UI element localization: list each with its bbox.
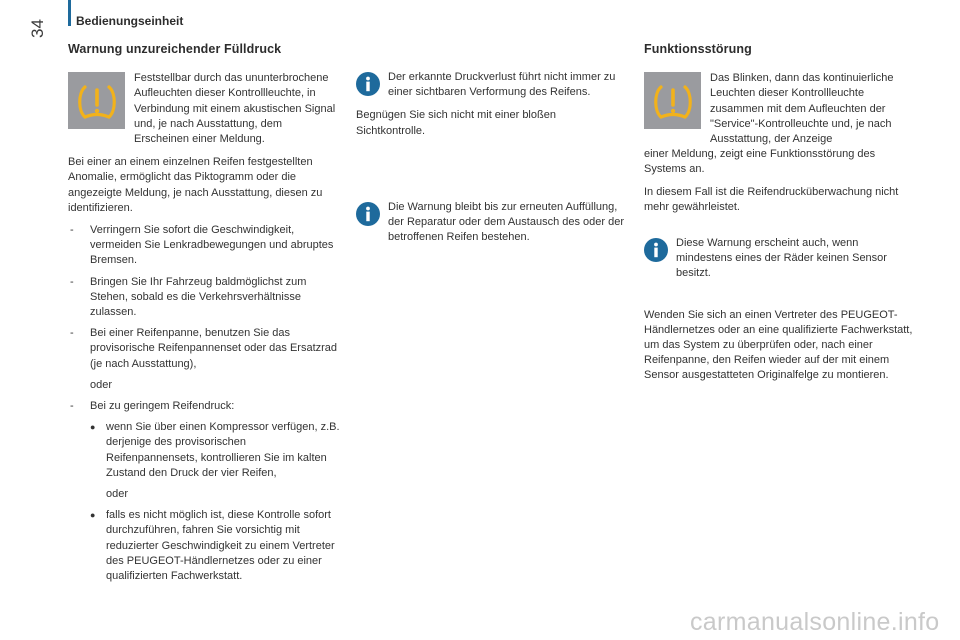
warning-title: Warnung unzureichender Fülldruck <box>68 42 282 56</box>
list-item: - Verringern Sie sofort die Geschwindigkeit, vermeiden Sie Lenkradbewegungen und abruptes Bremsen. <box>68 223 340 269</box>
right-column <box>644 42 916 391</box>
section-marker-bar <box>68 0 71 26</box>
malfunction-title: Funktionsstörung <box>644 42 752 56</box>
list-item: - Bei zu geringem Reifendruck: <box>68 399 340 414</box>
list-item: - Bei einer Reifenpanne, benutzen Sie das provisorische Reifenpannenset oder das Ersatzrad (je nach Ausstattung), <box>68 326 340 372</box>
info-text: Die Warnung bleibt bis zur erneuten Auffüllung, der Reparatur oder dem Austausch des oder der betroffenen Reifen bestehen. <box>388 200 625 244</box>
info-text: Diese Warnung erscheint auch, wenn mindestens eines der Räder keinen Sensor besitzt. <box>676 237 887 280</box>
info-icon <box>356 72 380 96</box>
left-column <box>68 42 340 590</box>
malfunction-intro-block <box>644 71 916 147</box>
warning-intro-text: Feststellbar durch das ununterbrochene Aufleuchten dieser Kontrollleuchte, in Verbindung mit einem akustischen Signal und, je nach Ausstattung, dem Erscheinen einer Meldung. <box>134 72 336 146</box>
info-icon <box>356 202 380 226</box>
malfunction-intro-text: Das Blinken, dann das kontinuierliche Leuchten dieser Kontrollleuchte zusammen mit dem Aufleuchten der "Service"-Kontrolleuchte und, je nach Ausstattung, der Anzeige <box>710 72 894 146</box>
list-item: - Bringen Sie Ihr Fahrzeug baldmöglichst zum Stehen, sobald es die Verkehrsverhältnisse zulassen. <box>68 275 340 321</box>
anomaly-paragraph: Bei einer an einem einzelnen Reifen festgestellten Anomalie, ermöglicht das Piktogramm oder die angezeigte Meldung, je nach Ausstattung, diesen zu identifizieren. <box>68 156 323 214</box>
monitoring-paragraph: In diesem Fall ist die Reifendrucküberwachung nicht mehr gewährleistet. <box>644 185 899 213</box>
info-block <box>356 200 626 246</box>
info-block <box>644 236 916 282</box>
action-list-continued <box>68 399 340 414</box>
visual-check-paragraph: Begnügen Sie sich nicht mit einer bloßen Sichtkontrolle. <box>356 109 556 137</box>
contact-dealer-paragraph: Wenden Sie sich an einen Vertreter des PEUGEOT-Händlernetzes oder an eine qualifizierte Fachwerkstatt, um das System zu überprüfen oder, nach einer Reifenpanne, den Reifen wieder auf der mit einem Sensor ausgestatteten Originalfelge zu montieren. <box>644 308 913 382</box>
or-connector: oder <box>90 378 113 391</box>
page-number: 34 <box>28 19 47 38</box>
tire-pressure-warning-icon <box>644 72 701 129</box>
sub-list-item: ● falls es nicht möglich ist, diese Kontrolle sofort durchzuführen, fahren Sie vorsichtig mit reduzierter Geschwindigkeit zu einem Vertreter des PEUGEOT-Händlernetzes oder zu einer qualifizierten Fachwerkstatt. <box>90 508 340 584</box>
section-label: Bedienungseinheit <box>76 14 184 28</box>
sub-list-continued <box>68 508 340 584</box>
sub-list <box>68 420 340 481</box>
sub-list-item: ● wenn Sie über einen Kompressor verfügen, z.B. derjenige des provisorischen Reifenpannensets, kontrollieren Sie im kalten Zustand den Druck der vier Reifen, <box>90 420 340 481</box>
or-connector: oder <box>106 488 129 501</box>
middle-column <box>356 70 626 253</box>
tire-pressure-warning-icon <box>68 72 125 129</box>
watermark: carmanualsonline.info <box>690 608 940 636</box>
warning-intro-block <box>68 71 340 147</box>
info-text: Der erkannte Druckverlust führt nicht immer zu einer sichtbaren Verformung des Reifens. <box>388 71 616 99</box>
malfunction-intro-continued: einer Meldung, zeigt eine Funktionsstörung des Systems an. <box>644 148 876 176</box>
info-icon <box>644 238 668 262</box>
action-list <box>68 223 340 372</box>
info-block <box>356 70 626 100</box>
